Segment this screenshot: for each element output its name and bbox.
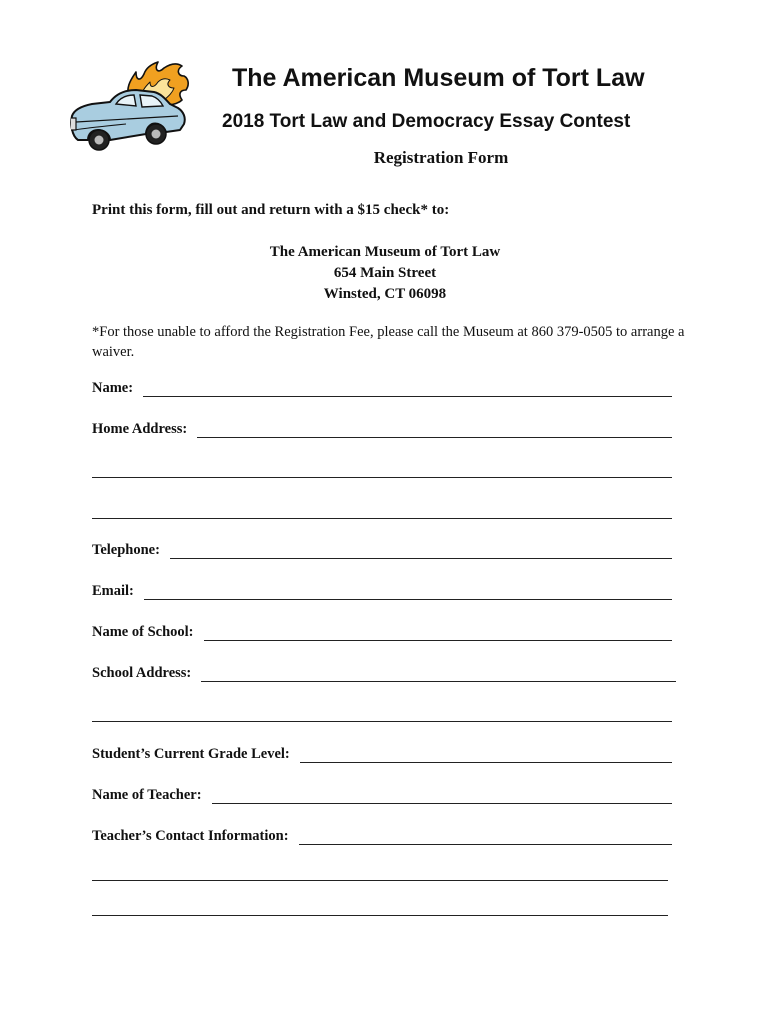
school-name-input-line[interactable] [204,640,673,641]
email-field-row [92,581,672,603]
school-address-line-2[interactable] [92,721,672,722]
grade-level-input-line[interactable] [300,762,672,763]
contest-subtitle: 2018 Tort Law and Democracy Essay Contest [222,111,631,132]
email-label: Email: [92,583,134,599]
address-line-2: 654 Main Street [333,265,437,281]
teacher-name-input-line[interactable] [212,803,672,804]
email-input-line[interactable] [144,599,672,600]
telephone-label: Telephone: [92,542,160,558]
instructions-text: Print this form, fill out and return with a $15 check* to: [92,202,450,218]
waiver-note: *For those unable to afford the Registration Fee, please call the Museum at 860 379-0505 to arrange a waiver. [92,324,685,360]
school-address-field-row [92,663,676,685]
name-field-row [92,378,672,400]
telephone-input-line[interactable] [170,558,672,559]
home-address-field-row [92,419,672,441]
school-address-label: School Address: [92,665,192,681]
home-address-line-2[interactable] [92,477,672,478]
teacher-name-label: Name of Teacher: [92,787,202,803]
home-address-line-3[interactable] [92,518,672,519]
school-address-input-line[interactable] [201,681,676,682]
address-line-3: Winsted, CT 06098 [323,286,447,302]
teacher-contact-field-row [92,826,672,848]
teacher-contact-line-3[interactable] [92,915,668,916]
school-name-label: Name of School: [92,624,194,640]
home-address-input-line[interactable] [197,437,672,438]
name-input-line[interactable] [143,396,672,397]
name-label: Name: [92,380,134,396]
grade-level-field-row [92,744,672,766]
teacher-name-field-row [92,785,672,807]
flaming-car-icon [66,60,192,152]
teacher-contact-label: Teacher’s Contact Information: [92,828,289,844]
school-name-field-row [92,622,672,644]
form-heading: Registration Form [373,148,509,167]
address-line-1: The American Museum of Tort Law [269,244,501,260]
grade-level-label: Student’s Current Grade Level: [92,746,290,762]
page-title: The American Museum of Tort Law [232,64,645,92]
mailing-address [0,242,770,305]
home-address-label: Home Address: [92,421,188,437]
teacher-contact-line-2[interactable] [92,880,668,881]
teacher-contact-input-line[interactable] [299,844,672,845]
telephone-field-row [92,540,672,562]
